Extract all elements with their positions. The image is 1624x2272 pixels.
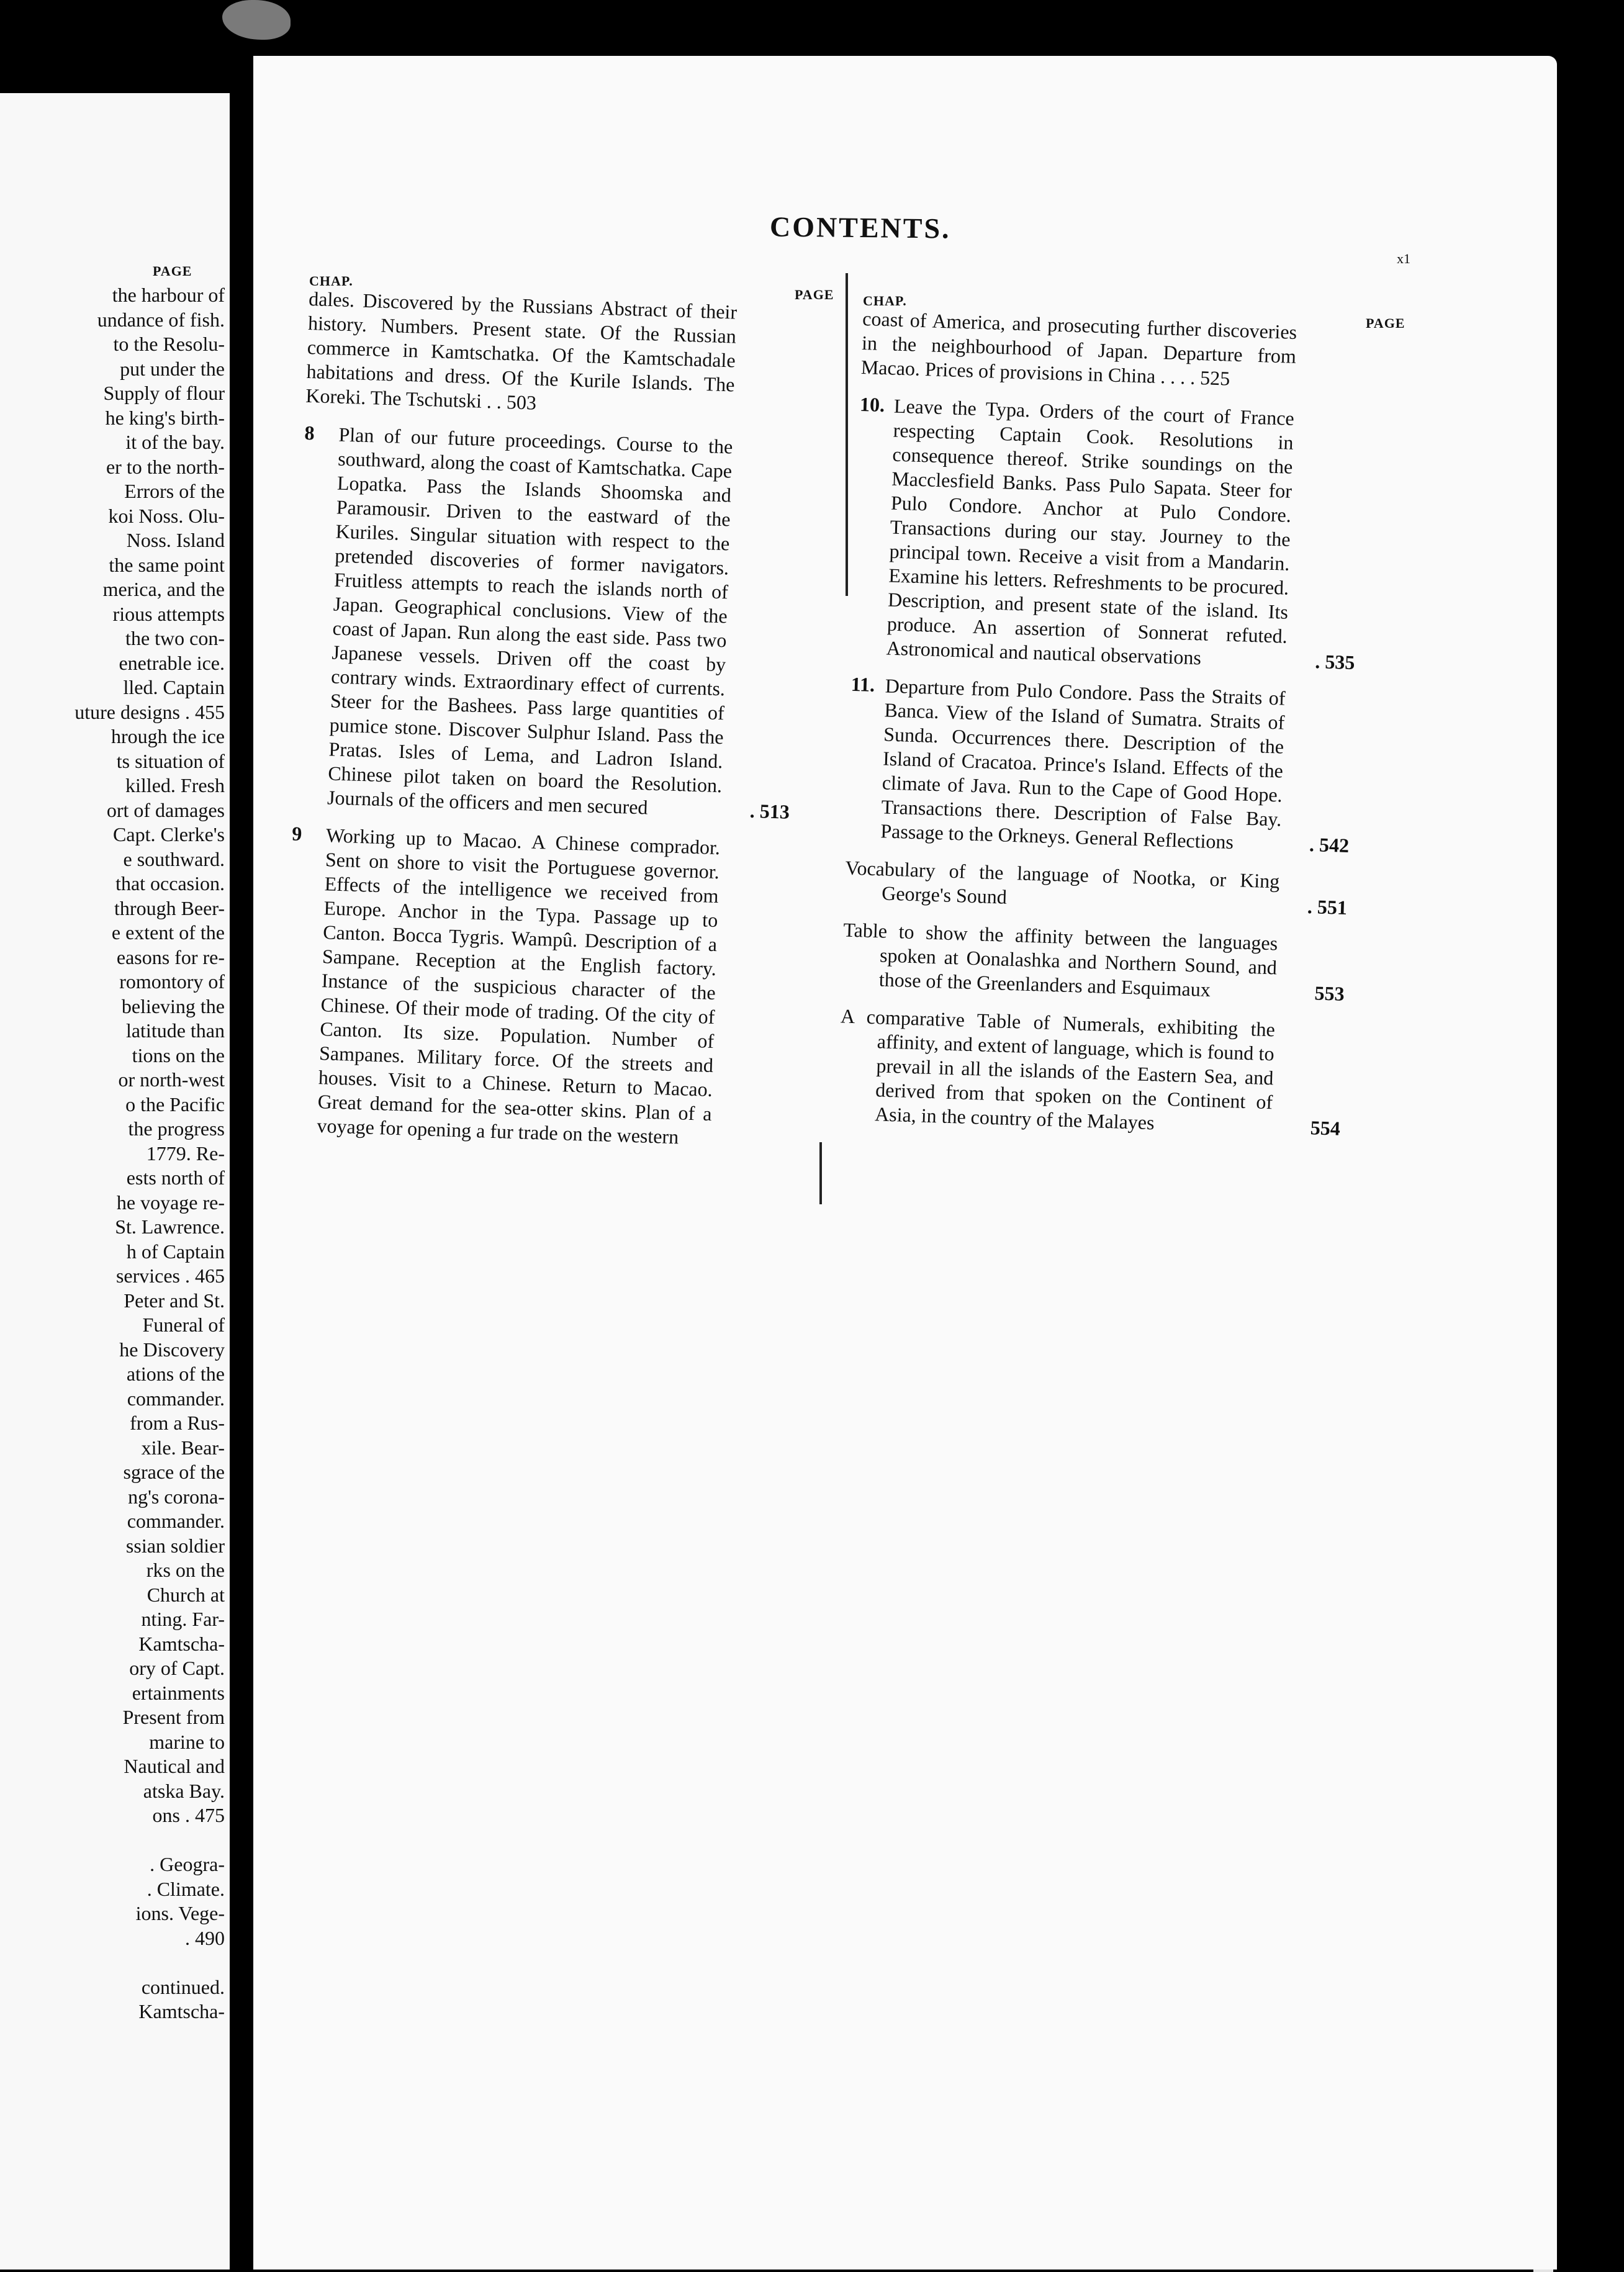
left-page-line: through Beer-: [114, 896, 225, 919]
contents-entry-8: [293, 421, 801, 824]
left-page-line: xile. Bear-: [141, 1436, 225, 1459]
page-stain: [222, 0, 291, 40]
left-page-line: ertainments: [132, 1681, 225, 1704]
chap-label-col2: CHAP.: [863, 293, 907, 309]
column-divider-top: [846, 273, 848, 596]
left-page-line: Funeral of: [142, 1314, 225, 1336]
left-page-line: that occasion.: [115, 872, 225, 895]
contents-entry-10: [852, 393, 1363, 675]
column-divider-bottom: [819, 1142, 822, 1204]
chapter-number: 8: [304, 421, 315, 444]
contents-column-1: [282, 287, 806, 1152]
left-page-line: atska Bay.: [143, 1779, 225, 1802]
left-page-line: it of the bay.: [125, 431, 225, 453]
chap-label-col1: CHAP.: [309, 273, 353, 289]
left-page-line: sgrace of the: [123, 1461, 225, 1483]
page-number: . 535: [1314, 650, 1355, 674]
left-page: [0, 93, 230, 2270]
left-page-line: e southward.: [123, 847, 225, 870]
left-page-line: the same point: [109, 553, 225, 576]
left-page-line: ory of Capt.: [129, 1657, 225, 1679]
left-page-line: Peter and St.: [124, 1289, 225, 1312]
page-number: . 551: [1307, 895, 1348, 919]
left-page-line: koi Noss. Olu-: [108, 504, 225, 527]
left-page-line: undance of fish.: [97, 308, 225, 331]
left-page-line: or north-west: [118, 1068, 225, 1091]
left-page-line: ts situation of: [116, 749, 225, 772]
left-page-line: uture designs . 455: [74, 700, 225, 723]
left-page-line: easons for re-: [116, 945, 225, 968]
left-page-line: commander.: [127, 1510, 225, 1532]
left-page-line: rks on the: [146, 1559, 225, 1581]
page-number: 554: [1310, 1116, 1341, 1140]
left-page-line: h of Captain: [126, 1240, 225, 1263]
left-page-line: from a Rus-: [130, 1412, 225, 1434]
appendix-text: Table to show the affinity between the languages spoken at Oonalashka and Northern Sound, and those of the Greenlanders and Esquimaux: [842, 918, 1278, 1001]
page-title: CONTENTS.: [769, 210, 951, 245]
left-page-line: Supply of flour: [103, 382, 225, 404]
left-page-line: the two con-: [125, 627, 225, 649]
left-page-line: tions on the: [132, 1044, 225, 1066]
left-page-line: Capt. Clerke's: [113, 823, 225, 845]
chapter-number: 9: [291, 822, 302, 845]
left-page-lines: [0, 283, 230, 2024]
left-page-line: ations of the: [126, 1363, 225, 1385]
left-page-line: Nautical and: [124, 1755, 225, 1777]
left-page-line: services . 465: [115, 1264, 225, 1287]
left-page-line: Present from: [122, 1706, 225, 1728]
left-page-line: he Discovery: [119, 1338, 225, 1361]
left-page-line: . Climate.: [147, 1877, 225, 1900]
continuation-entry-col1: [305, 287, 806, 423]
continuation-text: coast of America, and prosecuting further discoveries in the neighbourhood of Japan. Departure from Macao. Prices of provisions in China . . . . 525: [860, 307, 1297, 390]
left-page-line: Noss. Island: [126, 529, 225, 551]
left-page-line: ests north of: [126, 1166, 225, 1189]
chapter-summary: Leave the Typa. Orders of the court of France respecting Captain Cook. Resolutions in consequence thereof. Strike soundings on the Macclesfield Banks. Pass Pulo Sapata. Steer for Pulo Condore. Anchor at Pulo Condore. Transactions during our stay. Journey to the principal town. Receive a visit from a Mandarin. Examine his letters. Refreshments to be procured. Description, and present state of the island. Its produce. An assertion of Sonnerat refuted. Astronomical and nautical observations: [886, 394, 1295, 669]
contents-column-2: [837, 307, 1366, 1141]
left-page-line: o the Pacific: [125, 1093, 225, 1116]
chapter-summary: Plan of our future proceedings. Course to the southward, along the coast of Kamtschatka. Cape Lopatka. Pass the Islands Shoomska and Paramousir. Driven to the eastward of the Kuriles. Singular situation with respect to the pretended discoveries of former navigators. Fruitless attempts to reach the islands north of Japan. Geographical conclusions. View of the coast of Japan. Run along the east side. Pass two Japanese vessels. Driven off the coast by contrary winds. Extraordinary effect of currents. Steer for the Bashees. Pass large quantities of pumice stone. Discover Sulphur Island. Pass the Pratas. Isles of Lema, and Ladron Island. Chinese pilot taken on board the Resolution. Journals of the officers and men secured: [327, 423, 733, 819]
chapter-number: 11.: [850, 672, 875, 696]
left-page-column-head: PAGE: [153, 263, 192, 279]
left-page-line: romontory of: [119, 970, 225, 993]
continuation-text: dales. Discovered by the Russians Abstract of their history. Numbers. Present state. Of the Russian commerce in Kamtschatka. Of the Kamtschadale habitations and dress. Of the Kurile Islands. The Koreki. The Tschutski . . 503: [305, 287, 738, 414]
appendix-text: Vocabulary of the language of Nootka, or King George's Sound: [845, 856, 1280, 908]
left-page-line: he voyage re-: [116, 1191, 225, 1214]
left-page-line: Church at: [147, 1583, 225, 1606]
left-page-line: enetrable ice.: [119, 651, 225, 674]
contents-entry-11: [846, 673, 1354, 858]
page-number: . 542: [1309, 833, 1350, 857]
page-label-col2: PAGE: [1366, 315, 1405, 331]
left-page-line: ssian soldier: [125, 1534, 225, 1557]
page-number: 553: [1314, 981, 1345, 1005]
left-page-line: [0, 1950, 230, 1975]
left-page-line: hrough the ice: [111, 725, 225, 747]
page-number: . 513: [749, 799, 790, 823]
left-page-line: ng's corona-: [128, 1485, 225, 1508]
page-label-col1: PAGE: [795, 287, 834, 302]
left-page-line: 1779. Re-: [146, 1142, 225, 1165]
left-page-line: e extent of the: [111, 921, 225, 944]
left-page-line: put under the: [120, 357, 225, 380]
left-page-line: commander.: [127, 1387, 225, 1410]
chapter-summary: Departure from Pulo Condore. Pass the Straits of Banca. View of the Island of Sumatra. Straits of Sunda. Occurrences there. Description of the Island of Cracatoa. Prince's Island. Effects of the climate of Java. Run to the Cape of Good Hope. Transactions there. Description of False Bay. Passage to the Orkneys. General Reflections: [880, 674, 1286, 854]
left-page-line: to the Resolu-: [113, 333, 225, 355]
left-page-line: ions. Vege-: [135, 1902, 225, 1924]
left-page-line: Kamtscha-: [138, 2000, 225, 2022]
left-page-line: the harbour of: [112, 284, 225, 306]
left-page-line: the progress: [128, 1117, 225, 1140]
left-page-line: ons . 475: [152, 1804, 225, 1826]
left-page-line: Kamtscha-: [138, 1632, 225, 1655]
left-page-line: killed. Fresh: [125, 774, 225, 796]
chapter-summary: Working up to Macao. A Chinese comprador. Sent on shore to visit the Portuguese governor. Effects of the intelligence we received from Europe. Anchor in the Typa. Passage up to Canton. Bocca Tygris. Wampû. Description of a Sampane. Reception at the English factory. Instance of the suspicious character of the Chinese. Of their mode of trading. Of the city of Canton. Its size. Population. Number of Sampanes. Military force. Of the streets and houses. Visit to a Chinese. Return to Macao. Great demand for the sea-otter skins. Plan of a voyage for opening a fur trade on the western: [317, 824, 721, 1148]
corner-mark: x1: [1397, 251, 1410, 266]
left-page-line: he king's birth-: [105, 406, 225, 429]
left-page-line: marine to: [149, 1730, 225, 1753]
contents-entry-9: [282, 823, 789, 1153]
left-page-line: believing the: [121, 994, 225, 1017]
left-page-line: . 490: [185, 1926, 225, 1949]
left-page-line: lled. Captain: [123, 676, 225, 698]
left-page-line: latitude than: [125, 1019, 225, 1042]
chapter-number: 10.: [859, 392, 885, 417]
left-page-line: Errors of the: [124, 480, 225, 502]
left-page-line: merica, and the: [102, 578, 225, 600]
appendix-entry-numerals-table: [837, 1004, 1344, 1140]
left-page-line: er to the north-: [106, 455, 225, 478]
left-page-line: St. Lawrence.: [115, 1215, 225, 1238]
left-page-line: continued.: [141, 1975, 225, 1998]
left-page-line: ort of damages: [106, 798, 225, 821]
left-page-line: [0, 1828, 230, 1853]
appendix-text: A comparative Table of Numerals, exhibiting the affinity, and extent of language, which is found to prevail in all the islands of the Eastern Sea, and derived from that spoken on the Continent of Asia, in the country of the Malayes: [840, 1004, 1276, 1134]
left-page-line: . Geogra-: [150, 1853, 225, 1875]
left-page-line: rious attempts: [112, 602, 225, 625]
left-page-line: nting. Far-: [141, 1608, 225, 1630]
